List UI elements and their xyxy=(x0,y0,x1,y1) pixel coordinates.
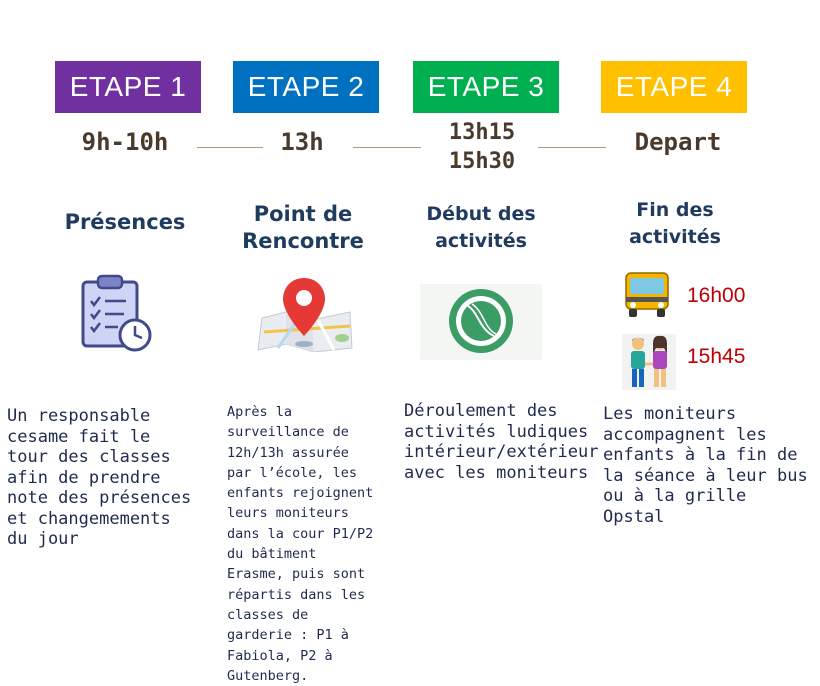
etape-2-description: Après la surveillance de 12h/13h assurée par l’école, les enfants rejoignent leurs moniteurs dans la cour P1/P2 du bâtiment Erasme, puis sont répartis dans les classes de garderie : P1 à Fabiola, P2 à Gutenberg. xyxy=(227,404,374,684)
clipboard-checklist-clock-icon xyxy=(78,274,156,356)
etape-4-title-line: Fin des xyxy=(636,199,714,221)
etape-2-title-line: Point de xyxy=(253,202,353,226)
map-pin-icon xyxy=(256,276,356,352)
connector-line xyxy=(353,147,421,148)
etape-3-badge: ETAPE 3 xyxy=(413,61,559,113)
etape-2-title xyxy=(218,201,388,255)
etape-2-badge: ETAPE 2 xyxy=(233,61,379,113)
connector-line xyxy=(538,147,606,148)
etape-4-description: Les moniteurs accompagnent les enfants à la fin de la séance à leur bus ou à la grille Opstal xyxy=(603,404,808,527)
etape-3-description: Déroulement des activités ludiques intérieur/extérieur avec les moniteurs xyxy=(404,401,599,483)
etape-2-title-line: Rencontre xyxy=(242,229,364,253)
etape-3-time-start: 13h15 xyxy=(448,120,516,145)
tennis-ball-icon xyxy=(420,284,542,360)
couple-icon xyxy=(622,334,676,390)
connector-line xyxy=(197,147,263,148)
etape-3-title-line: activités xyxy=(435,230,527,252)
etape-1-time: 9h-10h xyxy=(81,128,169,156)
etape-2-time: 13h xyxy=(280,128,324,156)
etape-1-description: Un responsable cesame fait le tour des classes afin de prendre note des présences et changemements du jour xyxy=(7,406,192,549)
etape-1-badge: ETAPE 1 xyxy=(55,61,201,113)
etape-4-time: Depart xyxy=(634,128,722,156)
departure-time-walk: 15h45 xyxy=(687,345,746,368)
etape-4-title xyxy=(590,197,760,251)
etape-3-time xyxy=(432,118,532,176)
etape-3-title xyxy=(396,201,566,255)
etape-4-badge: ETAPE 4 xyxy=(601,61,747,113)
etape-1-title-line: Présences xyxy=(64,210,186,234)
etape-1-title xyxy=(40,209,210,236)
bus-icon xyxy=(624,271,670,319)
etape-4-title-line: activités xyxy=(629,226,721,248)
etape-3-time-end: 15h30 xyxy=(448,149,516,174)
etape-3-title-line: Début des xyxy=(426,203,536,225)
departure-time-bus: 16h00 xyxy=(687,284,746,307)
